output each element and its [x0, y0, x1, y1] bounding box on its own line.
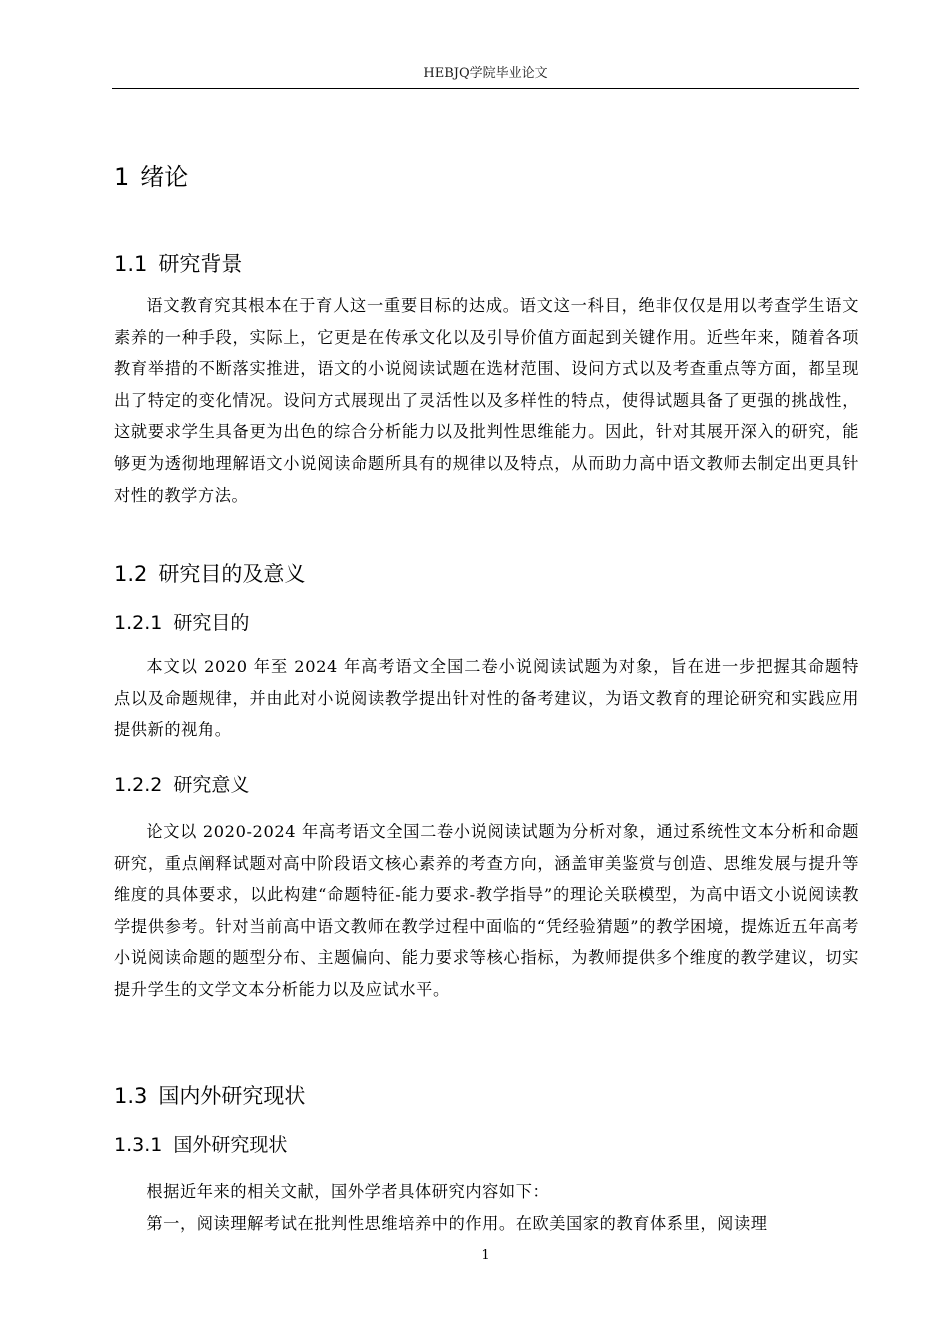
- subsection-title: 研究目的: [173, 612, 250, 634]
- running-header: HEBJQ学院毕业论文: [423, 66, 548, 81]
- section-number: 1.2: [114, 562, 148, 586]
- paragraph-foreign-intro: 根据近年来的相关文献，国外学者具体研究内容如下：: [146, 1182, 550, 1201]
- paragraph-purpose: 本文以 2020 年至 2024 年高考语文全国二卷小说阅读试题为对象，旨在进一步把握其命题特点以及命题规律，并由此对小说阅读教学提出针对性的备考建议，为语文教育的理论研究和实践应用提供新的视角。: [114, 657, 859, 740]
- subsection-number: 1.2.2: [114, 774, 163, 796]
- page-number: 1: [481, 1248, 490, 1263]
- subsection-heading-1-2-2: [114, 770, 249, 800]
- paragraph-foreign-first: 第一，阅读理解考试在批判性思维培养中的作用。在欧美国家的教育体系里，阅读理: [146, 1214, 768, 1233]
- subsection-number: 1.2.1: [114, 612, 163, 634]
- section-heading-1-2: [114, 558, 305, 590]
- paragraph-significance: 论文以 2020-2024 年高考语文全国二卷小说阅读试题为分析对象，通过系统性文本分析和命题研究，重点阐释试题对高中阶段语文核心素养的考查方向，涵盖审美鉴赏与创造、思维发展与提升等维度的具体要求，以此构建“命题特征-能力要求-教学指导”的理论关联模型，为高中语文小说阅读教学提供参考。针对当前高中语文教师在教学过程中面临的“凭经验猜题”的教学困境，提炼近五年高考小说阅读命题的题型分布、主题偏向、能力要求等核心指标，为教师提供多个维度的教学建议，切实提升学生的文学文本分析能力以及应试水平。: [114, 822, 859, 999]
- subsection-heading-1-2-1: [114, 608, 249, 638]
- paragraph-background: 语文教育究其根本在于育人这一重要目标的达成。语文这一科目，绝非仅仅是用以考查学生语文素养的一种手段，实际上，它更是在传承文化以及引导价值方面起到关键作用。近些年来，随着各项教育举措的不断落实推进，语文的小说阅读试题在选材范围、设问方式以及考查重点等方面，都呈现出了特定的变化情况。设问方式展现出了灵活性以及多样性的特点，使得试题具备了更强的挑战性，这就要求学生具备更为出色的综合分析能力以及批判性思维能力。因此，针对其展开深入的研究，能够更为透彻地理解语文小说阅读命题所具有的规律以及特点，从而助力高中语文教师去制定出更具针对性的教学方法。: [114, 296, 859, 505]
- section-title: 研究背景: [158, 252, 243, 276]
- subsection-number: 1.3.1: [114, 1134, 163, 1156]
- chapter-heading: [114, 160, 188, 194]
- section-number: 1.3: [114, 1084, 148, 1108]
- section-number: 1.1: [114, 252, 148, 276]
- chapter-number: 1: [114, 163, 130, 191]
- header-rule: [112, 88, 859, 89]
- section-title: 国内外研究现状: [158, 1084, 306, 1108]
- subsection-title: 研究意义: [173, 774, 250, 796]
- section-title: 研究目的及意义: [158, 562, 306, 586]
- subsection-heading-1-3-1: [114, 1130, 287, 1160]
- section-heading-1-1: [114, 248, 242, 280]
- chapter-title: 绪论: [140, 163, 189, 191]
- subsection-title: 国外研究现状: [173, 1134, 288, 1156]
- section-heading-1-3: [114, 1080, 305, 1112]
